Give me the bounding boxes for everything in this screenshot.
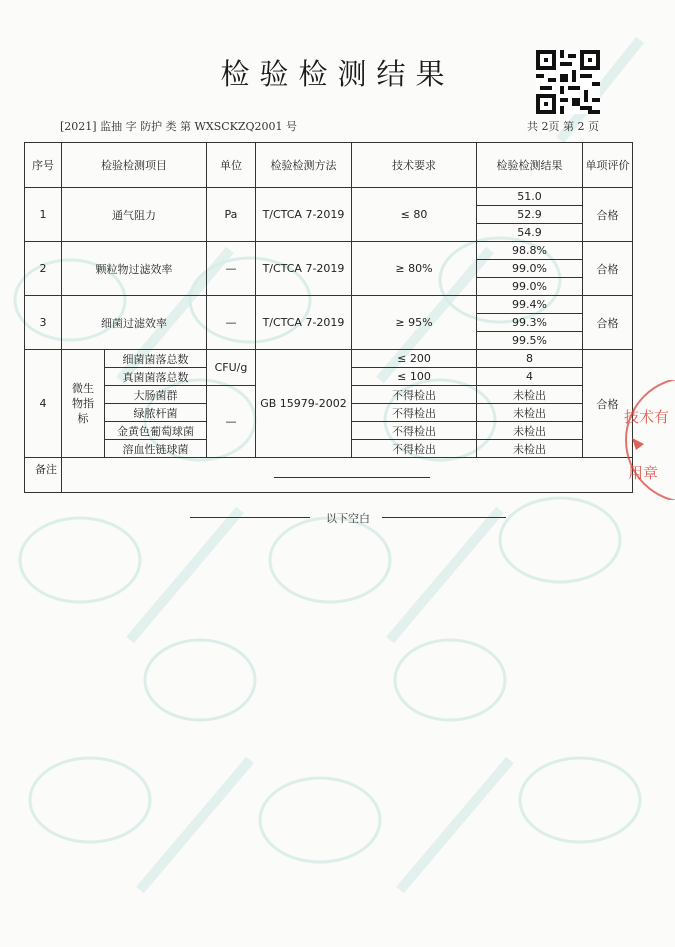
table-row	[25, 296, 633, 314]
sub-item-name: 溶血性链球菌	[105, 440, 207, 458]
remarks-content	[62, 458, 633, 493]
item-number: 2	[25, 242, 62, 296]
microbial-group-text: 微生物指标	[72, 382, 94, 425]
item-requirement: ≥ 95%	[352, 296, 477, 350]
item-unit: CFU/g	[207, 350, 256, 386]
item-requirement: 不得检出	[352, 440, 477, 458]
microbial-group-label	[62, 350, 105, 458]
item-result: 51.0	[477, 188, 583, 206]
remarks-label-text: 备注	[35, 463, 57, 476]
item-requirement: ≥ 80%	[352, 242, 477, 296]
item-name: 细菌过滤效率	[62, 296, 207, 350]
svg-text:技术有: 技术有	[624, 408, 670, 426]
item-method: T/CTCA 7-2019	[256, 188, 352, 242]
item-result: 99.3%	[477, 314, 583, 332]
item-requirement: 不得检出	[352, 404, 477, 422]
item-evaluation: 合格	[583, 296, 633, 350]
header-cell: 技术要求	[352, 143, 477, 188]
item-unit: —	[207, 386, 256, 458]
page-number: 共 2页 第 2 页	[527, 120, 599, 133]
item-result: 99.4%	[477, 296, 583, 314]
item-result: 8	[477, 350, 583, 368]
item-unit: —	[207, 242, 256, 296]
remarks-label	[25, 458, 62, 493]
item-result: 54.9	[477, 224, 583, 242]
divider-right	[382, 517, 506, 518]
item-result: 未检出	[477, 386, 583, 404]
header-cell: 单项评价	[583, 143, 633, 188]
item-number: 4	[25, 350, 62, 458]
item-method: T/CTCA 7-2019	[256, 242, 352, 296]
header-cell: 检验检测方法	[256, 143, 352, 188]
blank-below-text: 以下空白	[326, 512, 370, 525]
item-evaluation: 合格	[583, 188, 633, 242]
header-cell: 序号	[25, 143, 62, 188]
item-result: 未检出	[477, 422, 583, 440]
item-method: GB 15979-2002	[256, 350, 352, 458]
document-title: 检验检测结果	[220, 57, 455, 91]
item-requirement: ≤ 80	[352, 188, 477, 242]
item-evaluation: 合格	[583, 350, 633, 458]
item-result: 未检出	[477, 440, 583, 458]
table-row	[25, 350, 633, 368]
report-reference-number: [2021] 监抽 字 防护 类 第 WXSCKZQ2001 号	[60, 120, 298, 133]
sub-item-name: 金黄色葡萄球菌	[105, 422, 207, 440]
item-result: 99.5%	[477, 332, 583, 350]
item-result: 99.0%	[477, 260, 583, 278]
item-method: T/CTCA 7-2019	[256, 296, 352, 350]
item-result: 未检出	[477, 404, 583, 422]
divider-left	[190, 517, 310, 518]
item-name: 通气阻力	[62, 188, 207, 242]
results-table	[24, 142, 633, 493]
header-cell: 检验检测项目	[62, 143, 207, 188]
item-unit: —	[207, 296, 256, 350]
item-unit: Pa	[207, 188, 256, 242]
item-result: 52.9	[477, 206, 583, 224]
blank-below-marker	[190, 510, 506, 526]
item-result: 99.0%	[477, 278, 583, 296]
item-requirement: ≤ 200	[352, 350, 477, 368]
remarks-divider	[274, 477, 430, 478]
item-requirement: 不得检出	[352, 386, 477, 404]
svg-text:用章: 用章	[628, 464, 659, 482]
table-header-row	[25, 143, 633, 188]
table-row	[25, 242, 633, 260]
item-result: 4	[477, 368, 583, 386]
qr-code-icon	[536, 50, 600, 114]
remarks-row	[25, 458, 633, 493]
item-evaluation: 合格	[583, 242, 633, 296]
item-number: 3	[25, 296, 62, 350]
item-requirement: 不得检出	[352, 422, 477, 440]
header-cell: 检验检测结果	[477, 143, 583, 188]
sub-item-name: 真菌菌落总数	[105, 368, 207, 386]
sub-item-name: 大肠菌群	[105, 386, 207, 404]
sub-item-name: 细菌菌落总数	[105, 350, 207, 368]
official-seal-stamp	[620, 380, 675, 500]
sub-item-name: 绿脓杆菌	[105, 404, 207, 422]
header-cell: 单位	[207, 143, 256, 188]
item-name: 颗粒物过滤效率	[62, 242, 207, 296]
table-row	[25, 188, 633, 206]
item-requirement: ≤ 100	[352, 368, 477, 386]
item-result: 98.8%	[477, 242, 583, 260]
item-number: 1	[25, 188, 62, 242]
